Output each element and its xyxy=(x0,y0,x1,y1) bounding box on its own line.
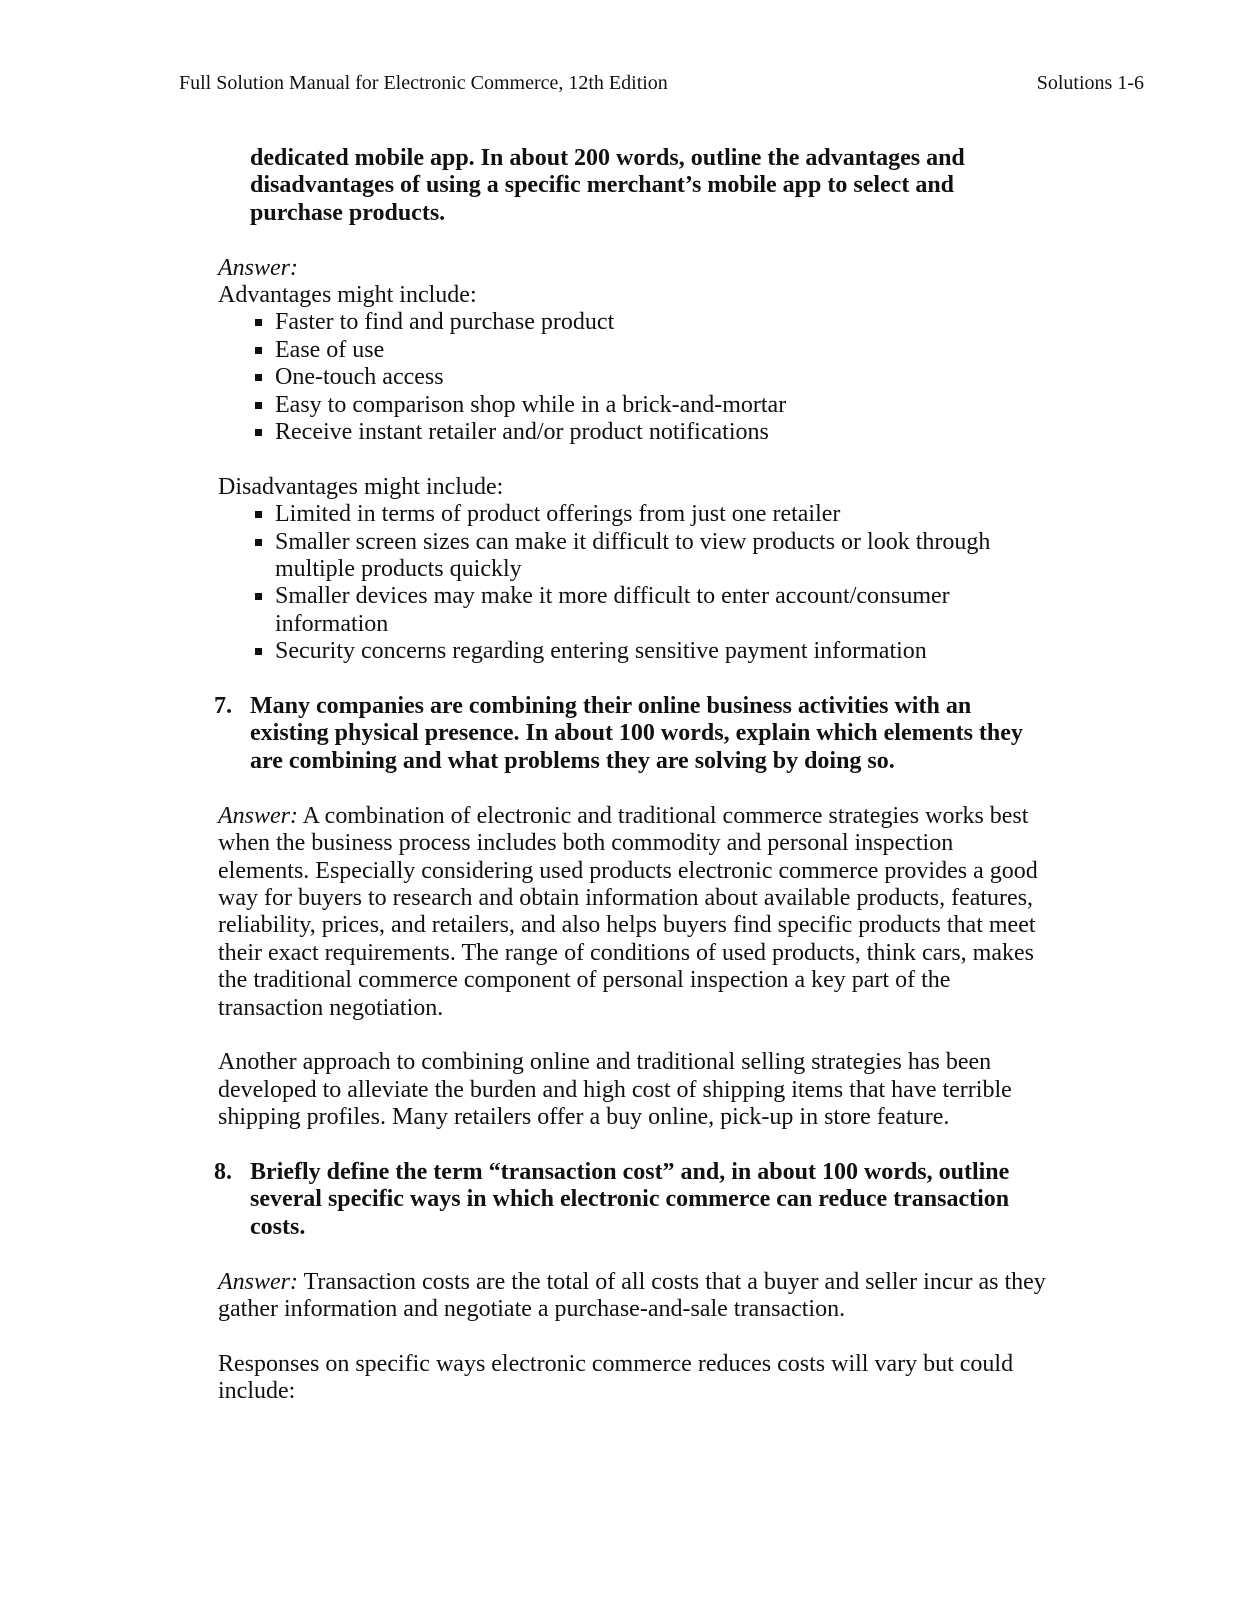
advantages-intro: Advantages might include: xyxy=(218,282,477,309)
question-7 xyxy=(214,693,1048,775)
list-item: Security concerns regarding entering sensitive payment information xyxy=(275,638,1048,665)
question-8 xyxy=(214,1158,1048,1241)
list-item: One-touch access xyxy=(275,364,1048,391)
question-8-text: Briefly define the term “transaction cost” and, in about 100 words, outline several specific ways in which electronic commerce can reduce transaction costs. xyxy=(250,1158,1010,1240)
question-6-continuation: dedicated mobile app. In about 200 words, outline the advantages and disadvantages of using a specific merchant’s mobile app to select and purchase products. xyxy=(250,145,965,226)
page-body xyxy=(214,145,1048,1406)
list-item: Receive instant retailer and/or product notifications xyxy=(275,419,1048,446)
list-item: Easy to comparison shop while in a brick-and-mortar xyxy=(275,392,1048,419)
question-6-answer-label: Answer: xyxy=(218,254,298,281)
list-item: Limited in terms of product offerings from just one retailer xyxy=(275,501,1048,528)
list-item: Smaller screen sizes can make it difficult to view products or look through multiple products quickly xyxy=(275,529,1048,584)
question-7-text: Many companies are combining their online business activities with an existing physical presence. In about 100 words, explain which elements they are combining and what problems they are solving by doing so. xyxy=(250,693,1023,774)
running-header-page-label: Solutions 1-6 xyxy=(1036,72,1144,94)
question-7-answer-paragraph-2: Another approach to combining online and traditional selling strategies has been developed to alleviate the burden and high cost of shipping items that have terrible shipping profiles. Many retailers offer a buy online, pick-up in store feature. xyxy=(218,1049,1012,1131)
question-8-answer-paragraph-2: Responses on specific ways electronic commerce reduces costs will vary but could include: xyxy=(218,1350,1014,1405)
list-item: Ease of use xyxy=(275,337,1048,364)
question-7-answer-text: A combination of electronic and traditional commerce strategies works best when the business process includes both commodity and personal inspection elements. Especially considering used products electronic commerce provides a good way for buyers to research and obtain information about available products, features, reliability, prices, and retailers, and also helps buyers find specific products that meet their exact requirements. The range of conditions of used products, think cars, makes the traditional commerce component of personal inspection a key part of the transaction negotiation. xyxy=(218,802,1038,1021)
list-item: Faster to find and purchase product xyxy=(275,309,1048,336)
disadvantages-list xyxy=(218,501,1048,665)
question-8-answer-text: Transaction costs are the total of all costs that a buyer and seller incur as they gather information and negotiate a purchase-and-sale transaction. xyxy=(218,1268,1046,1322)
disadvantages-intro: Disadvantages might include: xyxy=(218,473,504,500)
question-8-number: 8. xyxy=(214,1158,232,1185)
question-8-answer-label: Answer: xyxy=(218,1268,298,1295)
question-7-answer xyxy=(218,803,1048,1022)
advantages-list xyxy=(218,309,1048,446)
question-8-answer xyxy=(218,1269,1048,1324)
question-7-number: 7. xyxy=(214,693,232,720)
question-7-answer-label: Answer: xyxy=(218,802,298,829)
list-item: Smaller devices may make it more difficult to enter account/consumer information xyxy=(275,583,1048,638)
running-header-title: Full Solution Manual for Electronic Commerce, 12th Edition xyxy=(179,72,668,94)
